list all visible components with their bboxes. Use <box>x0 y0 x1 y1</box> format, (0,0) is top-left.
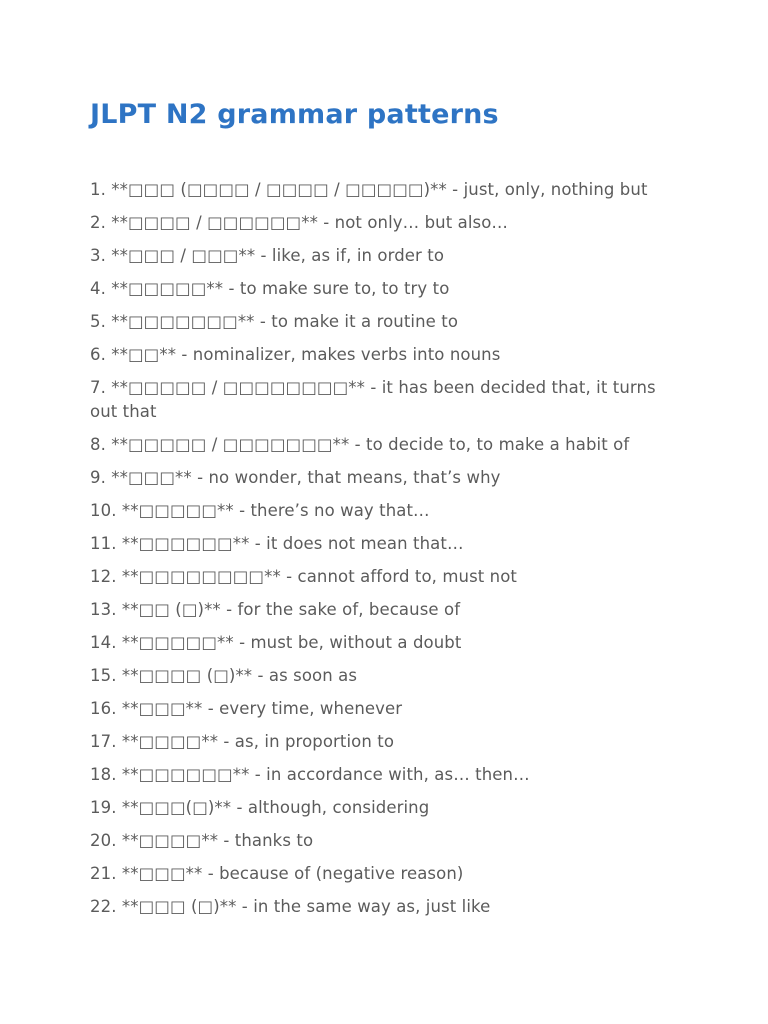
list-item: 6. **□□** - nominalizer, makes verbs into nouns <box>90 345 501 364</box>
list-item: 1. **□□□ (□□□□ / □□□□ / □□□□□)** - just, only, nothing but <box>90 180 648 199</box>
list-item: 15. **□□□□ (□)** - as soon as <box>90 666 358 685</box>
list-item: 3. **□□□ / □□□** - like, as if, in order to <box>90 246 445 265</box>
list-item: 13. **□□ (□)** - for the sake of, because of <box>90 600 461 619</box>
list-item: 7. **□□□□□ / □□□□□□□□** - it has been decided that, it turns out that <box>90 378 656 421</box>
list-item: 12. **□□□□□□□□** - cannot afford to, must not <box>90 567 518 586</box>
list-item: 20. **□□□□** - thanks to <box>90 831 314 850</box>
list-item: 16. **□□□** - every time, whenever <box>90 699 403 718</box>
list-item: 4. **□□□□□** - to make sure to, to try to <box>90 279 450 298</box>
list-item: 19. **□□□(□)** - although, considering <box>90 798 430 817</box>
document-page <box>90 96 690 916</box>
list-item: 21. **□□□** - because of (negative reason) <box>90 864 464 883</box>
list-item: 2. **□□□□ / □□□□□□** - not only… but also… <box>90 213 509 232</box>
list-item: 17. **□□□□** - as, in proportion to <box>90 732 395 751</box>
list-item: 22. **□□□ (□)** - in the same way as, just like <box>90 897 491 916</box>
grammar-pattern-list <box>90 178 660 928</box>
list-item: 8. **□□□□□ / □□□□□□□** - to decide to, to make a habit of <box>90 435 630 454</box>
document-title: JLPT N2 grammar patterns <box>90 99 499 130</box>
list-item: 11. **□□□□□□** - it does not mean that… <box>90 534 464 553</box>
list-item: 10. **□□□□□** - there’s no way that… <box>90 501 430 520</box>
list-item: 5. **□□□□□□□** - to make it a routine to <box>90 312 459 331</box>
list-item: 14. **□□□□□** - must be, without a doubt <box>90 633 462 652</box>
list-item: 9. **□□□** - no wonder, that means, that’s why <box>90 468 501 487</box>
list-item: 18. **□□□□□□** - in accordance with, as… then… <box>90 765 530 784</box>
